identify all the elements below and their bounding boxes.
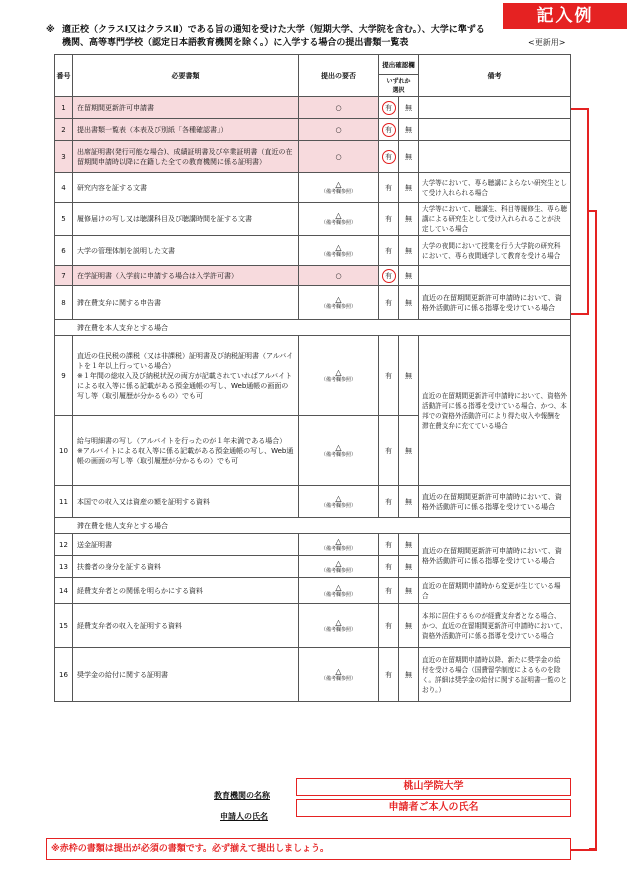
document-checklist-table — [54, 54, 571, 702]
required-circle: ○ — [335, 125, 342, 134]
conditional-mark: △ — [335, 493, 342, 503]
confirm-no[interactable]: 無 — [399, 203, 419, 236]
confirm-no[interactable]: 無 — [399, 286, 419, 320]
required-mark — [299, 119, 379, 141]
required-mark — [299, 534, 379, 556]
row-number: 8 — [55, 286, 73, 320]
document-name: 奨学金の給付に関する証明書 — [73, 648, 299, 702]
table-row — [55, 266, 571, 286]
remarks — [419, 97, 571, 119]
confirm-yes[interactable]: 有 — [379, 416, 399, 486]
row-number: 1 — [55, 97, 73, 119]
table-row — [55, 236, 571, 266]
table-row — [55, 286, 571, 320]
remarks: 直近の在留期間更新許可申請時において、資格外活動許可に係る指導を受けている場合 — [419, 286, 571, 320]
conditional-mark: △ — [335, 294, 342, 304]
section-other: 滞在費を他人支弁とする場合 — [55, 518, 571, 534]
row-number: 16 — [55, 648, 73, 702]
confirm-yes[interactable]: 有 — [379, 604, 399, 648]
row-number: 11 — [55, 486, 73, 518]
required-circle: ○ — [335, 103, 342, 112]
conditional-note: （備考欄参照） — [320, 188, 356, 195]
confirm-no[interactable]: 無 — [399, 97, 419, 119]
required-mark — [299, 416, 379, 486]
conditional-mark: △ — [335, 442, 342, 452]
row-number: 3 — [55, 141, 73, 173]
remarks — [419, 266, 571, 286]
conditional-note: （備考欄参照） — [320, 251, 356, 258]
conditional-mark: △ — [335, 242, 342, 252]
conditional-note: （備考欄参照） — [320, 567, 356, 574]
required-mark — [299, 578, 379, 604]
document-name: 在学証明書（入学前に申請する場合は入学許可書） — [73, 266, 299, 286]
required-mark — [299, 266, 379, 286]
confirm-no[interactable]: 無 — [399, 119, 419, 141]
conditional-note: （備考欄参照） — [320, 451, 356, 458]
document-name: 送金証明書 — [73, 534, 299, 556]
title-line-2: 機関、高等専門学校（認定日本語教育機関を除く。）に入学する場合の提出書類一覧表 — [62, 38, 409, 48]
document-name: 本国での収入又は資産の額を証明する資料 — [73, 486, 299, 518]
table-row — [55, 173, 571, 203]
table-row — [55, 203, 571, 236]
title-mark: ※ — [46, 25, 55, 35]
row-number: 13 — [55, 556, 73, 578]
document-name: 滞在費支弁に関する申告書 — [73, 286, 299, 320]
page-title — [46, 24, 532, 50]
required-mark — [299, 556, 379, 578]
remarks-merged-9-10: 直近の在留期間更新許可申請時において、資格外活動許可に係る指導を受けている場合、かつ、本邦での資格外活動許可により得た収入や報酬を滞在費支弁に充てている場合 — [419, 336, 571, 486]
applicant-name-label: 申請人の氏名 — [220, 812, 268, 821]
remarks: 直近の在留期間申請時以降、新たに奨学金の給付を受ける場合（国費留学制度によるものを除く。詳細は奨学金の給付に関する証明書一覧のとおり。） — [419, 648, 571, 702]
section-self: 滞在費を本人支弁とする場合 — [55, 320, 571, 336]
required-mark — [299, 236, 379, 266]
confirm-yes[interactable]: 有 — [379, 648, 399, 702]
required-mark — [299, 97, 379, 119]
required-note: ※赤枠の書類は提出が必須の書類です。必ず揃えて提出しましょう。 — [46, 838, 571, 860]
header-no: 番号 — [55, 55, 73, 97]
conditional-note: （備考欄参照） — [320, 591, 356, 598]
confirm-yes[interactable]: 有 — [379, 203, 399, 236]
confirm-yes[interactable]: 有 — [379, 286, 399, 320]
remarks-merged-12-13: 直近の在留期間更新許可申請時において、資格外活動許可に係る指導を受けている場合 — [419, 534, 571, 578]
confirm-no[interactable]: 無 — [399, 141, 419, 173]
confirm-no[interactable]: 無 — [399, 556, 419, 578]
header-confirm-sub: いずれか 選択 — [379, 75, 419, 97]
required-mark — [299, 336, 379, 416]
school-name-field[interactable]: 桃山学院大学 — [296, 778, 571, 796]
confirm-yes[interactable]: 有 — [379, 336, 399, 416]
confirm-no[interactable]: 無 — [399, 336, 419, 416]
confirm-no[interactable]: 無 — [399, 604, 419, 648]
table-row — [55, 578, 571, 604]
confirm-yes[interactable]: 有 — [379, 534, 399, 556]
header-confirm: 提出確認欄 — [379, 55, 419, 75]
example-badge: 記入例 — [503, 3, 627, 29]
confirm-yes[interactable]: 有 — [379, 173, 399, 203]
required-mark — [299, 141, 379, 173]
confirm-no[interactable]: 無 — [399, 266, 419, 286]
conditional-note: （備考欄参照） — [320, 626, 356, 633]
confirm-yes[interactable]: 有 — [379, 578, 399, 604]
row-number: 7 — [55, 266, 73, 286]
conditional-mark: △ — [335, 582, 342, 592]
row-number: 12 — [55, 534, 73, 556]
conditional-mark: △ — [335, 558, 342, 568]
renewal-label: <更新用> — [528, 38, 566, 47]
required-circle: ○ — [335, 152, 342, 161]
remarks: 直近の在留期間申請時から変更が生じている場合 — [419, 578, 571, 604]
required-mark — [299, 604, 379, 648]
remarks — [419, 141, 571, 173]
confirm-no[interactable]: 無 — [399, 236, 419, 266]
required-bracket-outer — [589, 210, 597, 850]
row-number: 4 — [55, 173, 73, 203]
required-bracket-upper — [571, 108, 589, 315]
required-mark — [299, 203, 379, 236]
row-number: 15 — [55, 604, 73, 648]
conditional-note: （備考欄参照） — [320, 303, 356, 310]
required-mark — [299, 648, 379, 702]
required-circle: ○ — [335, 271, 342, 280]
required-bracket-bottom — [571, 849, 597, 851]
remarks: 大学等において、聴講生、科目等履修生、専ら聴講による研究生として受け入れられることが決定している場合 — [419, 203, 571, 236]
table-row — [55, 97, 571, 119]
required-mark — [299, 486, 379, 518]
document-name: 直近の住民税の課税（又は非課税）証明書及び納税証明書（アルバイトを１年以上行っている場合） ※１年間の総収入及び納税状況の両方が記載されていればアルバイトによる収入等に係る記載がある預金通帳の写し、Web通帳の画面の写し等（取引履歴が分かるもの）でも可 — [73, 336, 299, 416]
confirm-no[interactable]: 無 — [399, 534, 419, 556]
document-name: 大学の管理体制を説明した文書 — [73, 236, 299, 266]
conditional-note: （備考欄参照） — [320, 675, 356, 682]
confirm-yes[interactable]: 有 — [379, 266, 399, 286]
school-name-label: 教育機関の名称 — [214, 791, 270, 800]
header-required: 提出の要否 — [299, 55, 379, 97]
confirm-yes[interactable]: 有 — [379, 236, 399, 266]
row-number: 10 — [55, 416, 73, 486]
table-row — [55, 648, 571, 702]
conditional-note: （備考欄参照） — [320, 502, 356, 509]
document-name: 在留期間更新許可申請書 — [73, 97, 299, 119]
header-doc: 必要書類 — [73, 55, 299, 97]
table-row — [55, 604, 571, 648]
remarks: 大学の夜間において授業を行う大学院の研究科において、専ら夜間通学して教育を受ける場合 — [419, 236, 571, 266]
document-name: 扶養者の身分を証する資料 — [73, 556, 299, 578]
remarks — [419, 119, 571, 141]
table-row — [55, 119, 571, 141]
title-line-1: 適正校（クラスⅠ又はクラスⅡ）である旨の通知を受けた大学（短期大学、大学院を含む。）、大学に準ずる — [62, 25, 485, 35]
conditional-note: （備考欄参照） — [320, 220, 356, 226]
header-remarks: 備考 — [419, 55, 571, 97]
conditional-mark: △ — [335, 666, 342, 676]
row-number: 2 — [55, 119, 73, 141]
document-name: 経費支弁者の収入を証明する資料 — [73, 604, 299, 648]
required-mark — [299, 286, 379, 320]
confirm-no[interactable]: 無 — [399, 648, 419, 702]
conditional-mark: △ — [335, 179, 342, 189]
row-number: 5 — [55, 203, 73, 236]
conditional-note: （備考欄参照） — [320, 376, 356, 383]
confirm-no[interactable]: 無 — [399, 486, 419, 518]
confirm-yes[interactable]: 有 — [379, 556, 399, 578]
document-name: 研究内容を証する文書 — [73, 173, 299, 203]
applicant-name-field[interactable]: 申請者ご本人の氏名 — [296, 799, 571, 817]
required-mark — [299, 173, 379, 203]
table-row — [55, 534, 571, 556]
confirm-yes[interactable]: 有 — [379, 141, 399, 173]
confirm-no[interactable]: 無 — [399, 173, 419, 203]
row-number: 9 — [55, 336, 73, 416]
confirm-yes[interactable]: 有 — [379, 486, 399, 518]
document-name: 提出書類一覧表（本表及び別紙「各種確認書」） — [73, 119, 299, 141]
confirm-no[interactable]: 無 — [399, 416, 419, 486]
remarks: 大学等において、専ら聴講によらない研究生として受け入れられる場合 — [419, 173, 571, 203]
document-name: 履修届けの写し又は聴講科目及び聴講時間を証する文書 — [73, 203, 299, 236]
document-name: 経費支弁者との関係を明らかにする資料 — [73, 578, 299, 604]
confirm-yes[interactable]: 有 — [379, 97, 399, 119]
remarks: 本邦に居住するものが経費支弁者となる場合、かつ、直近の在留期間更新許可申請時において、資格外活動許可に係る指導を受けている場合 — [419, 604, 571, 648]
table-row — [55, 141, 571, 173]
row-number: 14 — [55, 578, 73, 604]
table-row — [55, 486, 571, 518]
table-row — [55, 336, 571, 416]
document-name: 給与明細書の写し（アルバイトを行ったのが１年未満である場合） ※アルバイトによる収入等に係る記載がある預金通帳の写し、Web通帳の画面の写し等（取引履歴が分かるもの）でも可 — [73, 416, 299, 486]
document-name: 出席証明書(発行可能な場合)、成績証明書及び卒業証明書（直近の在留期間申請時以降に在籍した全ての教育機関に係る証明書） — [73, 141, 299, 173]
conditional-mark: △ — [335, 367, 342, 377]
conditional-mark: △ — [335, 617, 342, 627]
confirm-yes[interactable]: 有 — [379, 119, 399, 141]
conditional-mark: △ — [335, 211, 342, 220]
remarks: 直近の在留期間更新許可申請時において、資格外活動許可に係る指導を受けている場合 — [419, 486, 571, 518]
conditional-note: （備考欄参照） — [320, 545, 356, 552]
confirm-no[interactable]: 無 — [399, 578, 419, 604]
row-number: 6 — [55, 236, 73, 266]
conditional-mark: △ — [335, 536, 342, 546]
